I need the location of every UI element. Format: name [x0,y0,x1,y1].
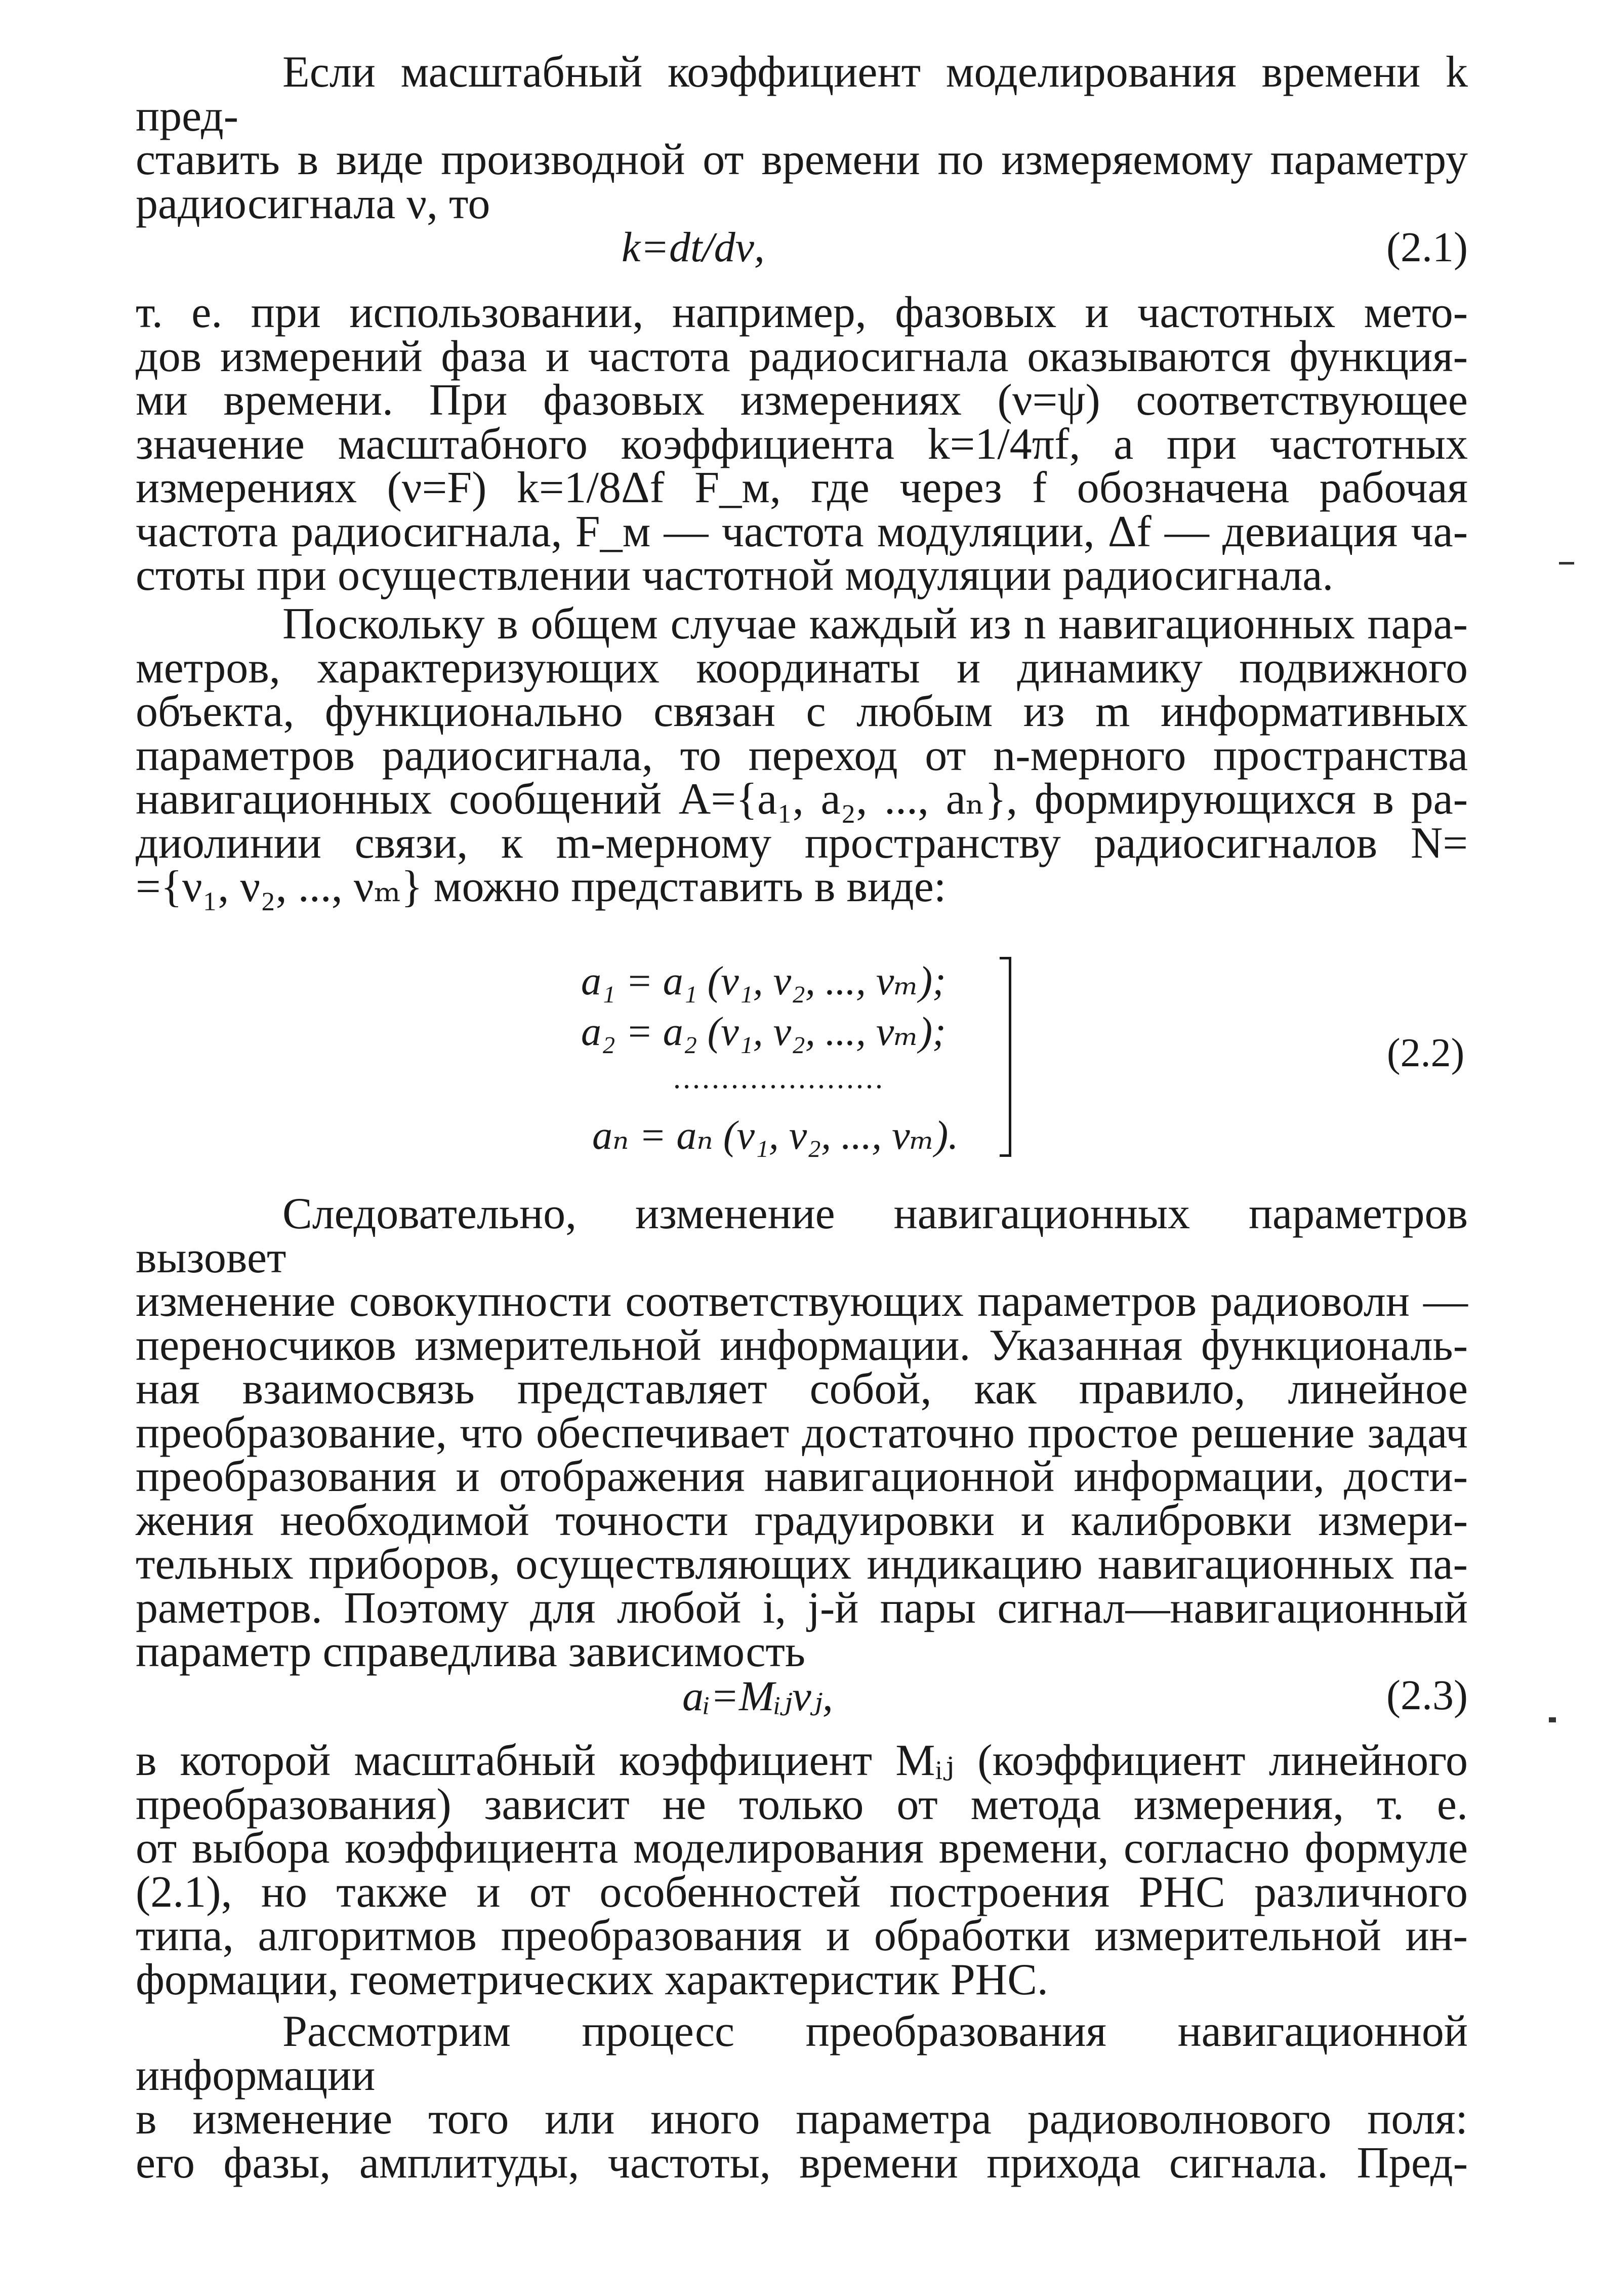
equation-body: k=dt/dν, [622,224,765,271]
scan-mark [1559,562,1574,565]
text-line: формации, геометрических характеристик РНС. [136,1955,1048,2004]
text-line: Если масштабный коэффициент моделирования времени k пред- [136,48,1468,141]
text-line: от выбора коэффициента моделирования времени, согласно формуле [136,1824,1468,1873]
paragraph-5 [136,1736,1468,2004]
text-line: диолинии связи, к m-мерному пространству радиосигналов N= [136,818,1468,868]
text-line: ставить в виде производной от времени по измеряемому параметру [136,135,1468,184]
text-line: дов измерений фаза и частота радиосигнала оказываются функция- [136,332,1468,381]
text-line: раметров. Поэтому для любой i, j-й пары сигнал—навигационный [136,1583,1468,1633]
system-row: a₂ = a₂ (ν₁, ν₂, ..., νₘ); [581,1010,946,1054]
paragraph-1 [136,48,1468,228]
system-row: aₙ = aₙ (ν₁, ν₂, ..., νₘ). [592,1113,959,1158]
text-line: ми времени. При фазовых измерениях (ν=ψ) соответствующее [136,376,1468,425]
text-line: Поскольку в общем случае каждый из n навигационных пара- [282,599,1468,649]
paragraph-2 [136,288,1468,600]
equation-body: aᵢ=Mᵢⱼνⱼ, [682,1673,833,1720]
text-line: изменение совокупности соответствующих параметров радиоволн — [136,1277,1468,1326]
paragraph-3 [136,599,1468,911]
text-line: (2.1), но также и от особенностей построения РНС различного [136,1867,1468,1917]
paragraph-4 [136,1189,1468,1676]
text-line: параметр справедлива зависимость [136,1627,806,1676]
equation-number: (2.3) [1386,1672,1468,1719]
equation-number: (2.2) [1387,1031,1465,1075]
text-line: навигационных сообщений A={a₁, a₂, ..., aₙ}, формирующихся в ра- [136,775,1468,824]
text-line: метров, характеризующих координаты и динамику подвижного [136,643,1468,693]
text-line: ={ν₁, ν₂, ..., νₘ} можно представить в виде: [136,862,947,911]
text-line: жения необходимой точности градуировки и калибровки измери- [136,1496,1468,1545]
paragraph-6 [136,2007,1468,2188]
text-line: тельных приборов, осуществляющих индикацию навигационных па- [136,1540,1468,1589]
equation-number: (2.1) [1386,224,1468,271]
text-line: в изменение того или иного параметра радиоволнового поля: [136,2094,1468,2144]
text-line: Рассмотрим процесс преобразования навигационной информации [136,2007,1468,2100]
text-line: частота радиосигнала, F_м — частота модуляции, Δf — девиация ча- [136,507,1468,556]
text-line: типа, алгоритмов преобразования и обработки измерительной ин- [136,1911,1468,1960]
system-ellipsis-row: ...................... [673,1061,885,1095]
text-line: переносчиков измерительной информации. Указанная функциональ- [136,1320,1468,1370]
text-line: параметров радиосигнала, то переход от n-мерного пространства [136,731,1468,780]
text-line: преобразования и отображения навигационной информации, дости- [136,1452,1468,1501]
text-line: стоты при осуществлении частотной модуляции радиосигнала. [136,551,1334,600]
text-line: радиосигнала ν, то [136,179,490,228]
text-line: его фазы, амплитуды, частоты, времени прихода сигнала. Пред- [136,2138,1468,2188]
text-line: в которой масштабный коэффициент Mᵢⱼ (коэффициент линейного [136,1736,1468,1785]
text-line: значение масштабного коэффициента k=1/4πf, а при частотных [136,419,1468,469]
text-line: т. е. при использовании, например, фазовых и частотных мето- [136,288,1468,337]
text-line: объекта, функционально связан с любым из m информативных [136,687,1468,736]
text-line: Следовательно, изменение навигационных параметров вызовет [136,1189,1468,1282]
text-line: измерениях (ν=F) k=1/8Δf F_м, где через f обозначена рабочая [136,463,1468,512]
text-line: преобразование, что обеспечивает достаточно простое решение задач [136,1408,1468,1458]
text-line: ная взаимосвязь представляет собой, как правило, линейное [136,1364,1468,1414]
scan-mark [1549,1717,1556,1722]
text-line: преобразования) зависит не только от метода измерения, т. е. [136,1780,1468,1829]
system-bracket [1000,957,1011,1157]
system-row: a₁ = a₁ (ν₁, ν₂, ..., νₘ); [581,959,946,1003]
